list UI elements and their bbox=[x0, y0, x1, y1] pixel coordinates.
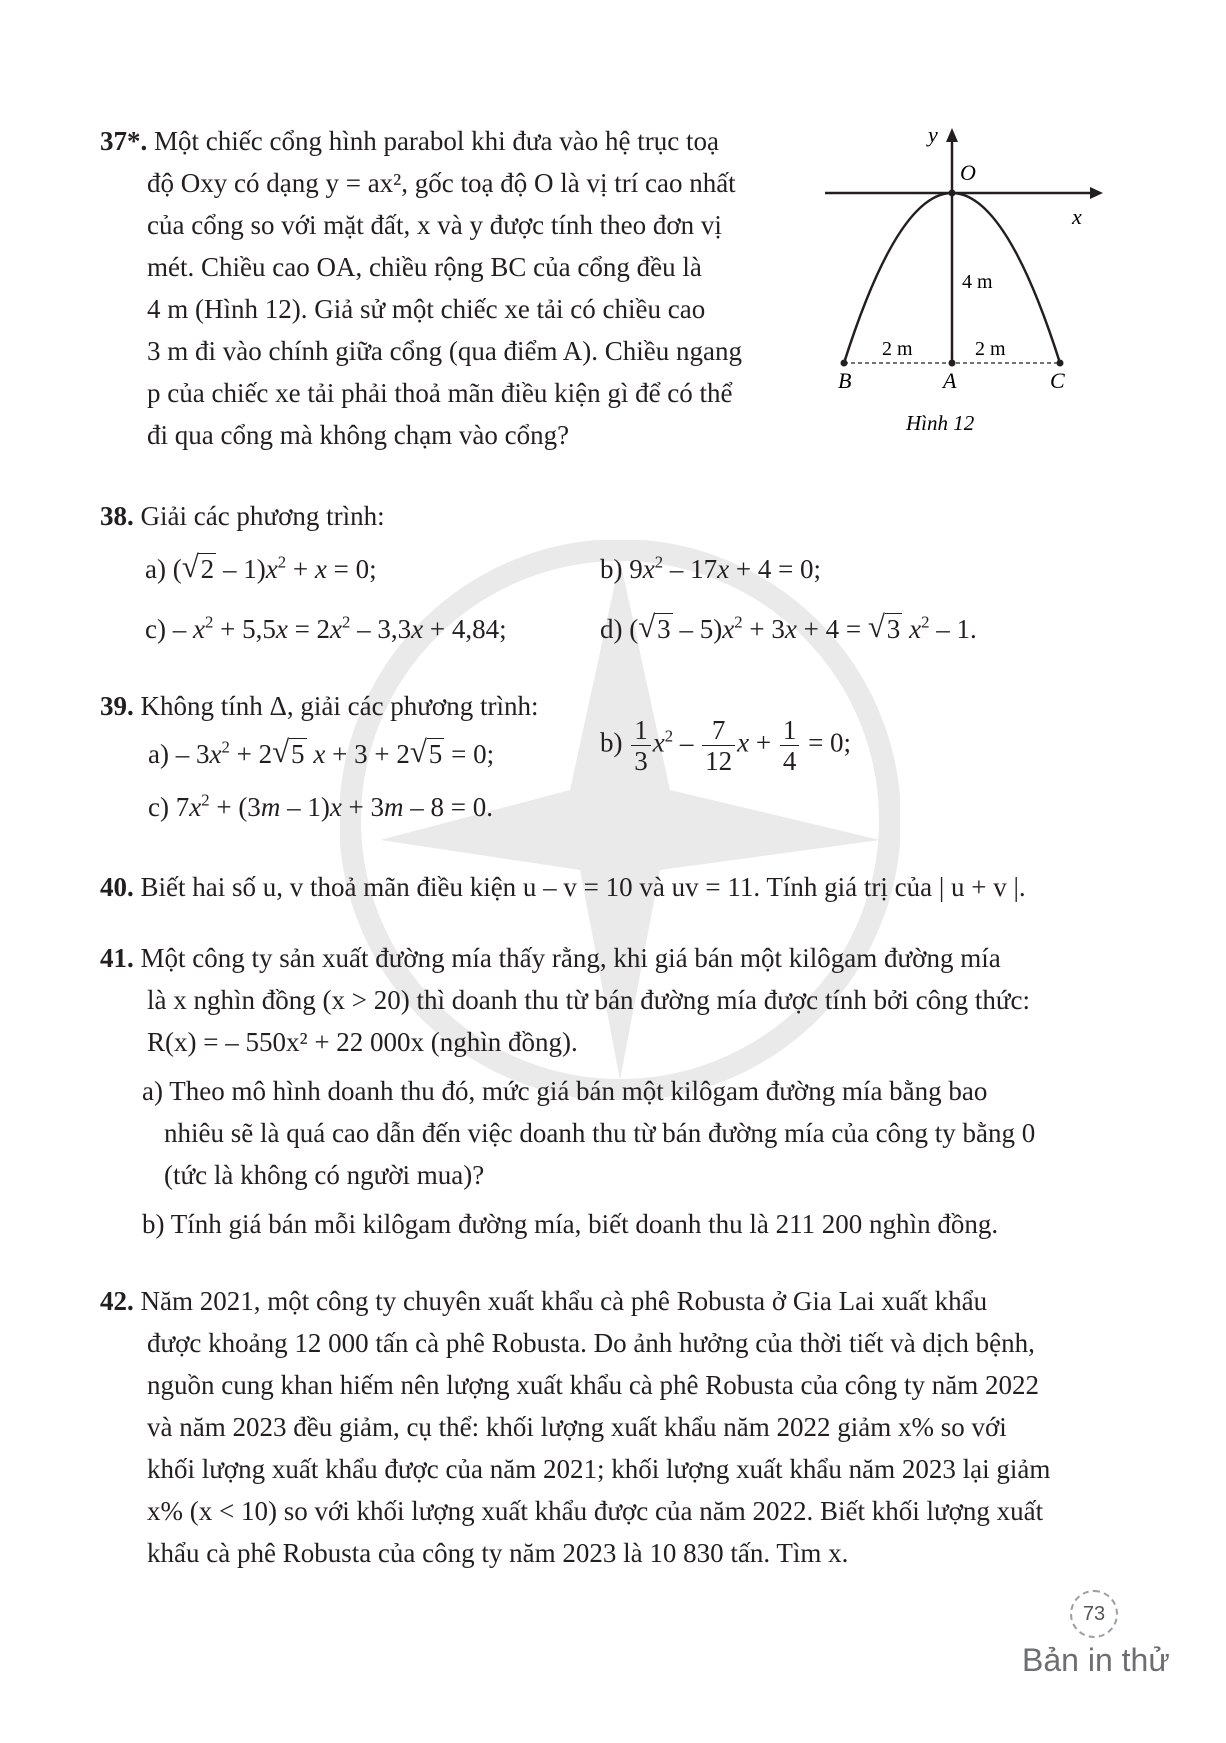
y-axis-arrow bbox=[946, 128, 958, 142]
problem-41 bbox=[100, 937, 1110, 1063]
problem-37-number: 37*. bbox=[100, 126, 148, 156]
problem-38-heading bbox=[100, 495, 385, 537]
problem-40-text: Biết hai số u, v thoả mãn điều kiện u – v = 10 và uv = 11. Tính giá trị của | u + v |. bbox=[140, 872, 1026, 902]
equation-38b: b) $9x^2 - 17x + 4 = 0$; bbox=[600, 552, 822, 584]
problem-37-line: đi qua cổng mà không chạm vào cổng? bbox=[147, 420, 570, 450]
figure-parabola-gate bbox=[800, 120, 1110, 440]
problem-37-line: mét. Chiều cao OA, chiều rộng BC của cổng đều là bbox=[147, 252, 702, 282]
equation-39a: $a) - 3x^2 + 2$ √ 5 x + 3 + 2 √ 5 = 0; bbox=[148, 733, 495, 769]
equation-38c: $c) - x^2 + 5,5x = 2x^2 - 3,3x + 4,84$; bbox=[145, 612, 507, 644]
problem-37-line: độ Oxy có dạng y = ax², gốc toạ độ O là vị trí cao nhất bbox=[147, 168, 736, 198]
label-A: A bbox=[943, 368, 957, 393]
problem-41b: b) Tính giá bán mỗi kilôgam đường mía, biết doanh thu là 211 200 nghìn đồng. bbox=[142, 1209, 999, 1239]
problem-41a: a) Theo mô hình doanh thu đó, mức giá bán một kilôgam đường mía bằng bao nhiêu sẽ là quá cao dẫn đến việc doanh thu từ bán đường mía của công ty bằng 0 (tức là không có người mua)? bbox=[142, 1076, 1036, 1190]
label-left-width: 2 m bbox=[882, 338, 913, 360]
equation-39c: c) $7x^2 + (3m - 1)x + 3m - 8 = 0$. bbox=[148, 790, 494, 822]
equation-39b: b) $\frac{1}{3}$ $x^2$ – $\frac{7}{12}$ x + $\frac{1}{4}$ = 0; bbox=[600, 715, 852, 776]
problem-37-line-1: 37*. Một chiếc cổng hình parabol khi đưa vào hệ trục toạ bbox=[100, 126, 719, 156]
point-B bbox=[841, 360, 848, 367]
problem-38-title: Giải các phương trình: bbox=[140, 501, 385, 531]
problem-42 bbox=[100, 1280, 1110, 1574]
problem-42-number: 42. bbox=[100, 1286, 134, 1316]
label-O: O bbox=[960, 160, 976, 185]
problem-42-line: nguồn cung khan hiếm nên lượng xuất khẩu cà phê Robusta của công ty năm 2022 bbox=[147, 1370, 1039, 1400]
problem-42-line: khẩu cà phê Robusta của công ty năm 2023 là 10 830 tấn. Tìm x. bbox=[147, 1538, 849, 1568]
problem-39-number: 39. bbox=[100, 691, 134, 721]
problem-39-title: Không tính Δ, giải các phương trình: bbox=[140, 691, 539, 721]
problem-37 bbox=[100, 120, 760, 456]
label-y: y bbox=[928, 122, 938, 147]
label-height: 4 m bbox=[962, 271, 993, 293]
label-B: B bbox=[838, 368, 852, 393]
problem-42-line: x% (x < 10) so với khối lượng xuất khẩu được của năm 2022. Biết khối lượng xuất bbox=[147, 1496, 1044, 1526]
problem-38-number: 38. bbox=[100, 501, 134, 531]
problem-40 bbox=[100, 866, 1026, 908]
problem-42-line: khối lượng xuất khẩu được của năm 2021; khối lượng xuất khẩu năm 2023 lại giảm bbox=[147, 1454, 1051, 1484]
problem-41-line-1: 41. Một công ty sản xuất đường mía thấy rằng, khi giá bán một kilôgam đường mía bbox=[100, 943, 1001, 973]
problem-40-number: 40. bbox=[100, 872, 134, 902]
point-O bbox=[949, 190, 956, 197]
problem-42-line: và năm 2023 đều giảm, cụ thể: khối lượng xuất khẩu năm 2022 giảm x% so với bbox=[147, 1412, 1007, 1442]
problem-42-line: được khoảng 12 000 tấn cà phê Robusta. Do ảnh hưởng của thời tiết và dịch bệnh, bbox=[147, 1328, 1035, 1358]
equation-38a: a) ( √ $2 - 1)x^2 + x = 0$; bbox=[145, 548, 377, 584]
problem-37-line: p của chiếc xe tải phải thoả mãn điều kiện gì để có thể bbox=[147, 378, 733, 408]
label-C: C bbox=[1050, 368, 1065, 393]
problem-41-line: R(x) = – 550x² + 22 000x (nghìn đồng). bbox=[147, 1027, 578, 1057]
figure-caption: Hình 12 bbox=[906, 411, 975, 435]
page-number: 73 bbox=[1070, 1590, 1118, 1638]
equation-38d: d) ( √ $3 - 5)x^2 + 3x + 4$ = √ 3 $x^2 - 1$. bbox=[600, 608, 977, 644]
label-x: x bbox=[1072, 204, 1082, 229]
x-axis-arrow bbox=[1090, 187, 1103, 199]
problem-39-heading bbox=[100, 685, 538, 727]
problem-37-line: của cổng so với mặt đất, x và y được tính theo đơn vị bbox=[147, 210, 722, 240]
problem-37-line: 4 m (Hình 12). Giả sử một chiếc xe tải có chiều cao bbox=[147, 294, 706, 324]
point-A bbox=[949, 360, 956, 367]
point-C bbox=[1057, 360, 1064, 367]
problem-42-line-1: 42. Năm 2021, một công ty chuyên xuất khẩu cà phê Robusta ở Gia Lai xuất khẩu bbox=[100, 1286, 988, 1316]
problem-41-line: là x nghìn đồng (x > 20) thì doanh thu từ bán đường mía được tính bởi công thức: bbox=[147, 985, 1030, 1015]
problem-41-number: 41. bbox=[100, 943, 134, 973]
draft-label: Bản in thử bbox=[1022, 1642, 1170, 1678]
problem-37-line: 3 m đi vào chính giữa cổng (qua điểm A). Chiều ngang bbox=[147, 336, 743, 366]
label-right-width: 2 m bbox=[975, 338, 1006, 360]
